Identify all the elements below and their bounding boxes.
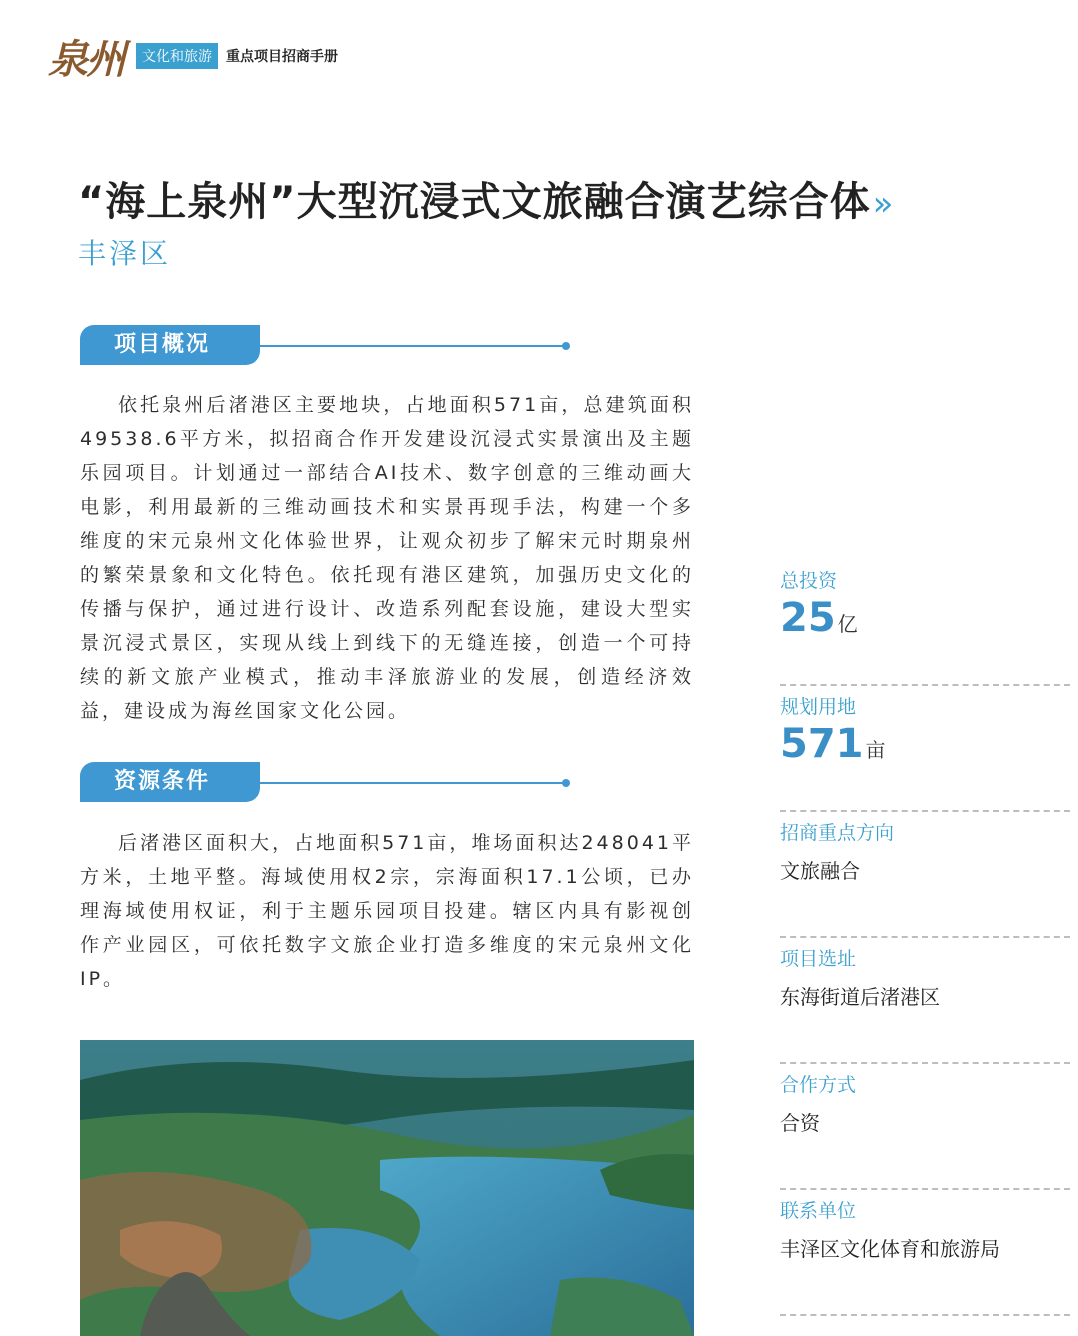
header-tag: 文化和旅游 — [136, 43, 218, 69]
overview-text: 依托泉州后渚港区主要地块，占地面积571亩，总建筑面积49538.6平方米，拟招商合作开发建设沉浸式实景演出及主题乐园项目。计划通过一部结合AI技术、数字创意的三维动画大电影，利用最新的三维动画技术和实景再现手法，构建一个多维度的宋元泉州文化体验世界，让观众初步了解宋元时期泉州的繁荣景象和文化特色。依托现有港区建筑，加强历史文化的传播与保护，通过进行设计、改造系列配套设施，建设大型实景沉浸式景区，实现从线上到线下的无缝连接，创造一个可持续的新文旅产业模式，推动丰泽旅游业的发展，创造经济效益，建设成为海丝国家文化公园。 — [80, 394, 694, 722]
resources-heading: 资源条件 — [80, 762, 260, 802]
divider-line — [260, 782, 566, 784]
overview-heading: 项目概况 — [80, 325, 260, 365]
divider-line — [260, 345, 566, 347]
project-title-row — [78, 170, 894, 227]
investment-amount — [780, 595, 1070, 641]
contact-value: 丰泽区文化体育和旅游局 — [780, 1237, 1000, 1261]
land-amount — [780, 721, 1070, 767]
divider-dot — [562, 779, 570, 787]
cooperation-item — [780, 1064, 1070, 1190]
contact-label: 联系单位 — [780, 1200, 857, 1222]
project-district: 丰泽区 — [78, 237, 172, 270]
project-title: “海上泉州”大型沉浸式文旅融合演艺综合体 — [78, 179, 871, 225]
aerial-city-illustration — [80, 1040, 694, 1336]
investment-item — [780, 560, 1070, 686]
cooperation-value: 合资 — [780, 1111, 820, 1135]
page-header — [48, 30, 338, 82]
illustration-svg — [80, 1040, 694, 1336]
direction-label: 招商重点方向 — [780, 822, 895, 844]
location-label: 项目选址 — [780, 948, 857, 970]
header-subtitle: 重点项目招商手册 — [226, 49, 338, 65]
location-value: 东海街道后渚港区 — [780, 985, 940, 1009]
investment-value: 25 — [780, 595, 836, 641]
resources-text: 后渚港区面积大，占地面积571亩，堆场面积达248041平方米，土地平整。海域使用权2宗，宗海面积17.1公顷，已办理海域使用权证，利于主题乐园项目投建。辖区内具有影视创作产业园区，可依托数字文旅企业打造多维度的宋元泉州文化IP。 — [80, 832, 694, 990]
land-unit: 亩 — [865, 738, 886, 762]
double-chevron-icon: » — [872, 184, 895, 224]
land-label: 规划用地 — [780, 696, 857, 718]
contact-item — [780, 1190, 1070, 1316]
direction-value: 文旅融合 — [780, 859, 860, 883]
location-item — [780, 938, 1070, 1064]
direction-item — [780, 812, 1070, 938]
investment-unit: 亿 — [837, 612, 858, 636]
cooperation-label: 合作方式 — [780, 1074, 857, 1096]
land-item — [780, 686, 1070, 812]
quanzhou-logo: 泉州 — [48, 35, 124, 83]
project-facts-sidebar — [780, 560, 1070, 1316]
divider-dot — [562, 342, 570, 350]
land-value: 571 — [780, 721, 864, 767]
investment-label: 总投资 — [780, 570, 838, 592]
